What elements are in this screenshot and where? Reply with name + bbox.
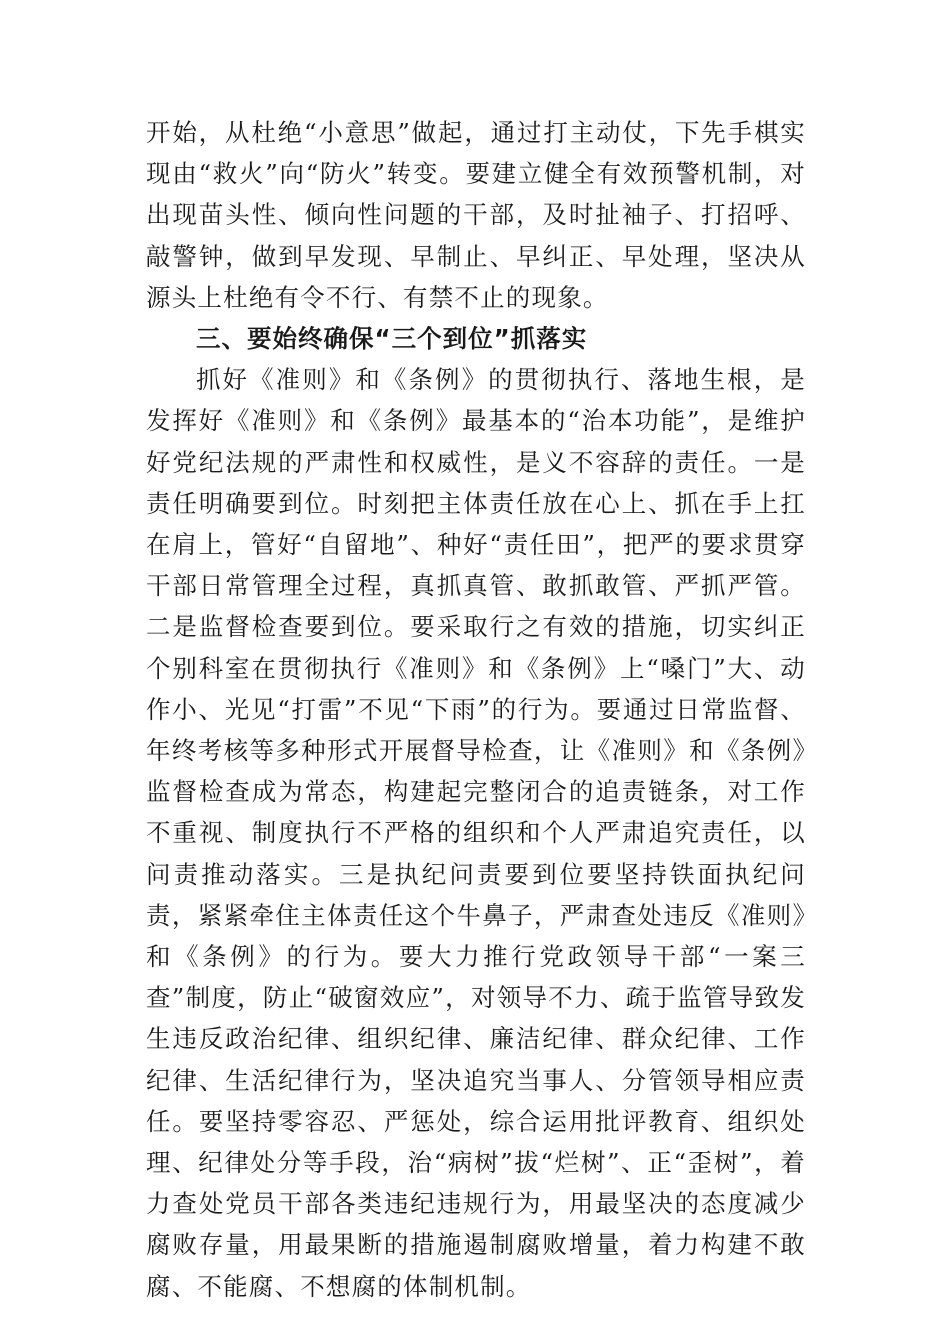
body-paragraph: 抓好《准则》和《条例》的贯彻执行、落地生根，是发挥好《准则》和《条例》最基本的“治本功能”，是维护好党纪法规的严肃性和权威性，是义不容辞的责任。一是责任明确要到位。时刻把主体责任放在心上、抓在手上扛在肩上，管好“自留地”、种好“责任田”，把严的要求贯穿干部日常管理全过程，真抓真管、敢抓敢管、严抓严管。二是监督检查要到位。要采取行之有效的措施，切实纠正个别科室在贯彻执行《准则》和《条例》上“嗓门”大、动作小、光见“打雷”不见“下雨”的行为。要通过日常监督、年终考核等多种形式开展督导检查，让《准则》和《条例》监督检查成为常态，构建起完整闭合的追责链条，对工作不重视、制度执行不严格的组织和个人严肃追究责任，以问责推动落实。三是执纪问责要到位要坚持铁面执纪问责，紧紧牵住主体责任这个牛鼻子，严肃查处违反《准则》和《条例》的行为。要大力推行党政领导干部“一案三查”制度，防止“破窗效应”，对领导不力、疏于监管导致发生违反政治纪律、组织纪律、廉洁纪律、群众纪律、工作纪律、生活纪律行为，坚决追究当事人、分管领导相应责任。要坚持零容忍、严惩处，综合运用批评教育、组织处理、纪律处分等手段，治“病树”拔“烂树”、正“歪树”，着力查处党员干部各类违纪违规行为，用最坚决的态度减少腐败存量，用最果断的措施遏制腐败增量，着力构建不敢腐、不能腐、不想腐的体制机制。 (146, 365, 806, 1301)
section-heading: 三、要始终确保“三个到位”抓落实 (196, 324, 588, 354)
document-page (146, 112, 806, 1307)
body-paragraph-continued: 开始，从杜绝“小意思”做起，通过打主动仗，下先手棋实现由“救火”向“防火”转变。要建立健全有效预警机制，对出现苗头性、倾向性问题的干部，及时扯袖子、打招呼、敲警钟，做到早发现、早制止、早纠正、早处理，坚决从源头上杜绝有令不行、有禁不止的现象。 (146, 118, 806, 312)
